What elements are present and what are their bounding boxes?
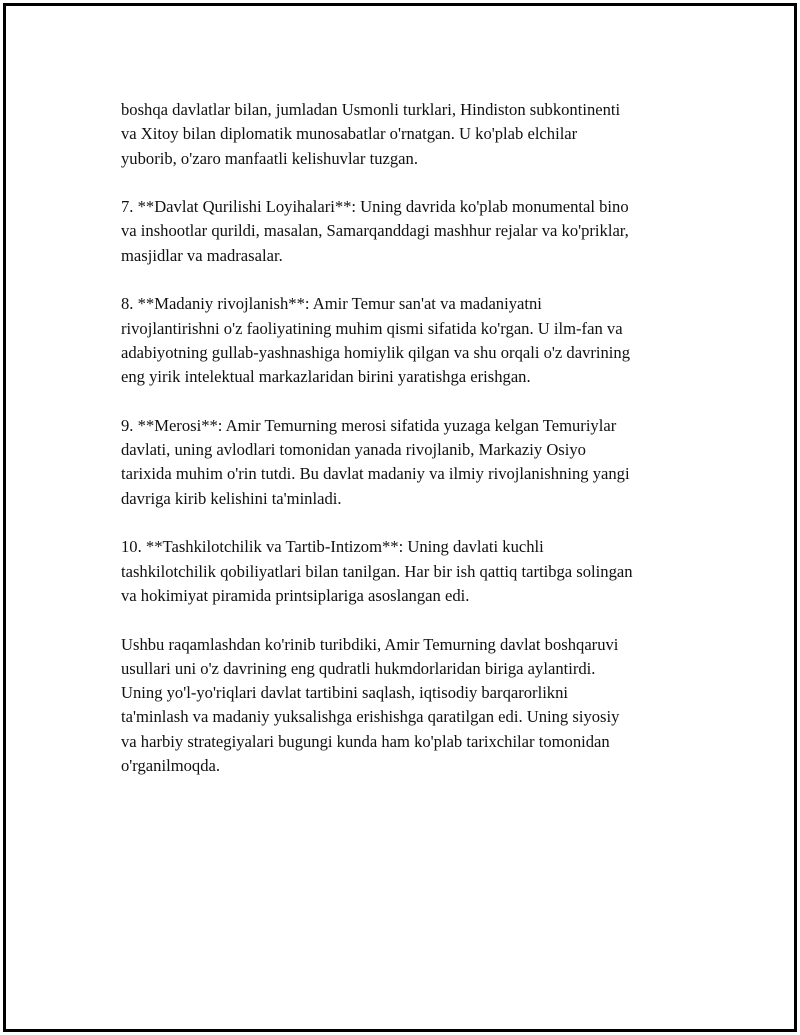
- paragraph-organization-discipline: 10. **Tashkilotchilik va Tartib-Intizom**: Uning davlati kuchli tashkilotchilik qobiliyatlari bilan tanilgan. Har bir ish qattiq tartibga solingan va hokimiyat piramida printsiplariga asoslangan edi.: [121, 537, 633, 605]
- page-frame: [3, 3, 797, 1032]
- paragraph-construction-projects: 7. **Davlat Qurilishi Loyihalari**: Uning davrida ko'plab monumental bino va inshootlar qurildi, masalan, Samarqanddagi mashhur rejalar va ko'priklar, masjidlar va madrasalar.: [121, 197, 629, 265]
- paragraph-legacy: 9. **Merosi**: Amir Temurning merosi sifatida yuzaga kelgan Temuriylar davlati, uning avlodlari tomonidan yanada rivojlanib, Markaziy Osiyo tarixida muhim o'rin tutdi. Bu davlat madaniy va ilmiy rivojlanishning yangi davriga kirib kelishini ta'minladi.: [121, 415, 630, 508]
- paragraph-diplomacy: boshqa davlatlar bilan, jumladan Usmonli turklari, Hindiston subkontinenti va Xitoy bilan diplomatik munosabatlar o'rnatgan. U ko'plab elchilar yuborib, o'zaro manfaatli kelishuvlar tuzgan.: [121, 100, 621, 168]
- paragraph-conclusion: Ushbu raqamlashdan ko'rinib turibdiki, Amir Temurning davlat boshqaruvi usullari uni o'z davrining eng qudratli hukmdorlaridan biriga aylantirdi. Uning yo'l-yo'riqlari davlat tartibini saqlash, iqtisodiy barqarorlikni ta'minlash va madaniy yuksalishga erishishga qaratilgan edi. Uning siyosiy va harbiy strategiyalari bugungi kunda ham ko'plab tarixchilar tomonidan o'rganilmoqda.: [121, 634, 620, 776]
- document-body: [121, 98, 701, 803]
- paragraph-cultural-development: 8. **Madaniy rivojlanish**: Amir Temur san'at va madaniyatni rivojlantirishni o'z faoliyatining muhim qismi sifatida ko'rgan. U ilm-fan va adabiyotning gullab-yashnashiga homiylik qilgan va shu orqali o'z davrining eng yirik intelektual markazlaridan birini yaratishga erishgan.: [121, 294, 631, 387]
